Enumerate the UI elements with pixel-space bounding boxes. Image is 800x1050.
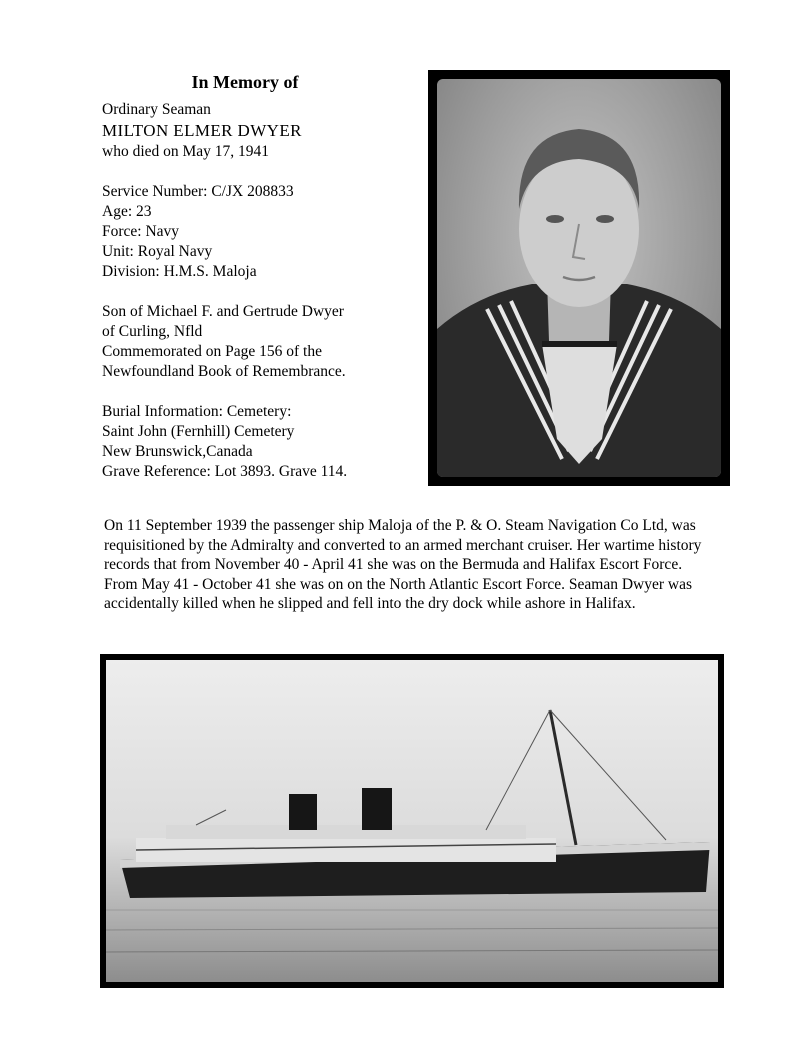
force: Force: Navy [102,223,180,240]
cemetery-name: Saint John (Fernhill) Cemetery [102,423,295,440]
service-number: Service Number: C/JX 208833 [102,183,294,200]
commemoration-line-1: Commemorated on Page 156 of the [102,343,322,360]
ship-history-paragraph: On 11 September 1939 the passenger ship Maloja of the P. & O. Steam Navigation Co Ltd, was requisitioned by the Admiralty and converted to an armed merchant cruiser. Her wartime history records that from November 40 - April 41 she was on the Bermuda and Halifax Escort Force. From May 41 - October 41 she was on on the North Atlantic Escort Force. Seaman Dwyer was accidentally killed when he slipped and fell into the dry dock while ashore in Halifax. [104,517,702,612]
rank: Ordinary Seaman [102,101,211,118]
hometown: of Curling, Nfld [102,323,203,340]
burial-location: New Brunswick,Canada [102,443,253,460]
memorial-details [102,100,347,482]
ship-photo [106,660,718,982]
ship-photo-frame [100,654,724,988]
age: Age: 23 [102,203,152,220]
unit: Unit: Royal Navy [102,243,213,260]
parents: Son of Michael F. and Gertrude Dwyer [102,303,344,320]
commemoration-line-2: Newfoundland Book of Remembrance. [102,363,346,380]
page-title: In Memory of [191,72,299,92]
portrait-photo [437,79,721,477]
person-name: MILTON ELMER DWYER [102,121,302,140]
date-of-death: who died on May 17, 1941 [102,143,270,160]
grave-reference: Grave Reference: Lot 3893. Grave 114. [102,463,348,480]
portrait-frame [428,70,730,486]
division: Division: H.M.S. Maloja [102,263,257,280]
burial-label: Burial Information: Cemetery: [102,403,292,420]
